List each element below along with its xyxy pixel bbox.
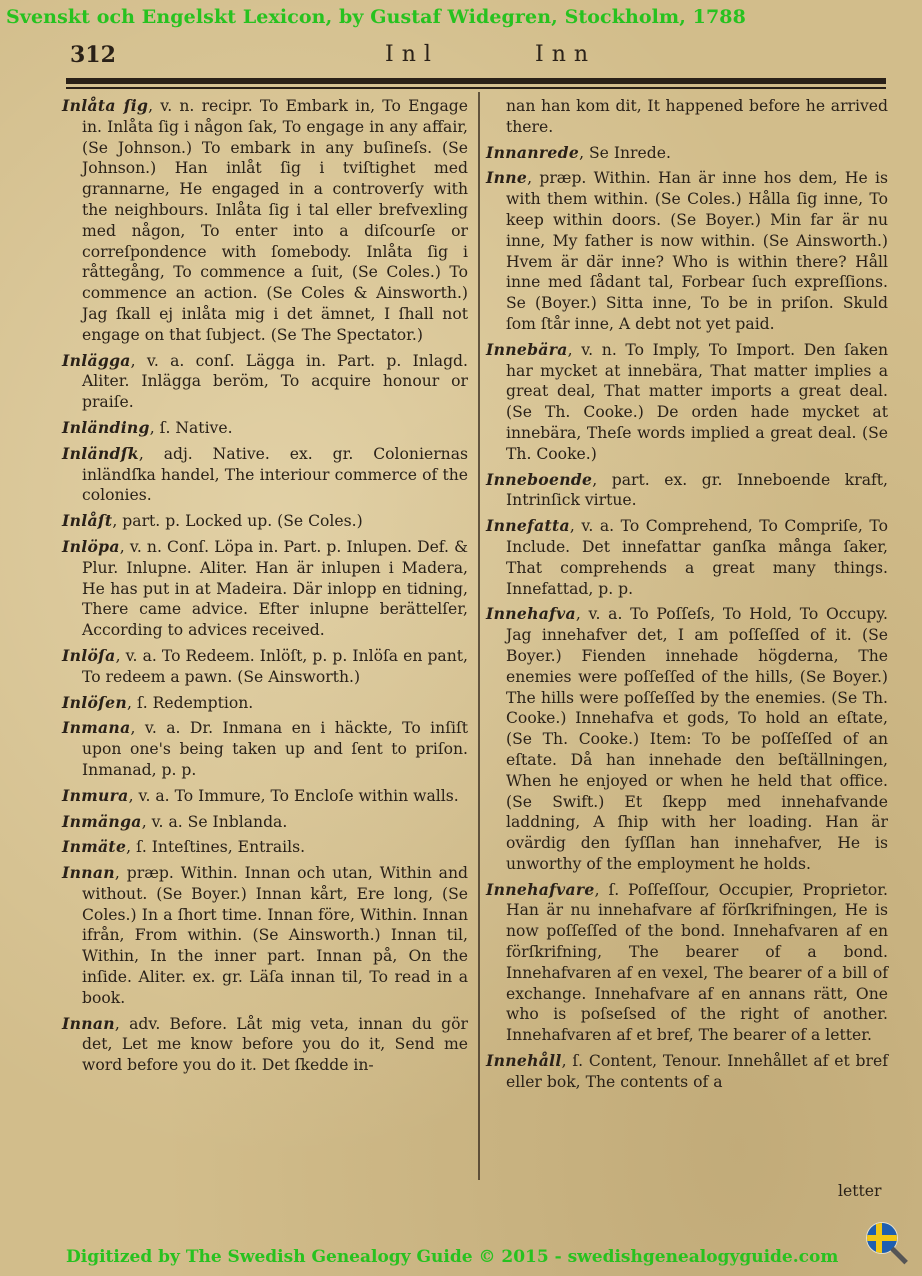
definition: , adv. Before. Låt mig veta, innan du gör det, Let me know before you do it, Send me word before you do it. Det ſkedde in- [82,1014,468,1075]
dictionary-entry [486,604,888,874]
headword: Inlöpa [62,536,120,556]
headword: Innan [62,863,115,883]
dictionary-entry [486,168,888,334]
definition: , v. n. Conſ. Löpa in. Part. p. Inlupen. Def. & Plur. Inlupne. Aliter. Han är inlupen i Madera, He has put in at Madeira. Där inlopp en tidning, There came advice. Efter inlupne berättelſer, According to advices received. [82,537,468,640]
headword: Inlåta ſig [62,96,149,115]
definition: , Se Inrede. [579,143,671,162]
definition: , ſ. Redemption. [127,693,254,712]
headword: Inländing [62,417,150,437]
dictionary-entry [486,516,888,599]
headword: Innehåll [486,1051,562,1071]
headword: Inne [486,168,528,188]
headword: Innebära [486,339,568,359]
headword: Inländſk [62,443,139,463]
dictionary-entry [62,693,468,714]
definition: , v. a. Se Inblanda. [141,812,288,831]
page-number: 312 [70,42,116,68]
headword: Inmana [62,718,131,738]
dictionary-entry [62,1014,468,1076]
headword: Inlöſa [62,645,116,665]
definition: , ſ. Poſſeſſour, Occupier, Proprietor. Han är nu innehafvare af förſkrifningen, He is now poſſeſſed of the bond. Innehafvaren af en förſkrifning, The bearer of a bond. Innehafvaren af en vexel, The bearer of a bill of exchange. Innehafvare af en annans rätt, One who is poſseſsed of the right of another. Innehafvaren af et bref, The bearer of a letter. [506,880,888,1045]
dictionary-entry [62,418,468,439]
top-banner: Svenskt och Engelskt Lexicon, by Gustaf Widegren, Stockholm, 1788 [6,6,746,28]
definition: , ſ. Inteſtines, Entrails. [126,838,306,857]
dictionary-entry [62,444,468,506]
definition: , ſ. Native. [149,418,233,437]
bottom-banner[interactable]: Digitized by The Swedish Genealogy Guide © 2015 - swedishgenealogyguide.com [66,1247,839,1267]
headword: Inlägga [62,350,131,370]
running-head-right: Inn [535,42,597,67]
headword: Innehafva [486,604,576,624]
definition: , v. a. Dr. Inmana en i häckte, To inſiſt upon one's being taken up and ſent to priſon. Inmanad, p. p. [82,719,468,779]
dictionary-entry [62,351,468,413]
definition: , v. a. To Immure, To Encloſe within walls. [128,786,459,805]
column-divider [478,92,480,1180]
dictionary-entry [62,812,468,833]
dictionary-entry [62,646,468,688]
headword: Innanrede [486,142,580,162]
definition: , v. n. recipr. To Embark in, To Engage in. Inlåta ſig i någon ſak, To engage in any affair, (Se Johnson.) To embark in any buſineſs. (Se Johnson.) Han inlåt ſig i tviſtighet med grannarne, He engaged in a controverſy with the neighbours. Inlåta ſig i tal eller brefvexling med någon, To enter into a diſcourſe or correſpondence with ſomebody. Inlåta ſig i råttegång, To commence a ſuit, (Se Coles.) To commence an action. (Se Coles & Ainsworth.) Jag ſkall ej inlåta mig i det ämnet, I ſhall not engage on that ſubject. (Se The Spectator.) [82,97,468,344]
definition: , ſ. Content, Tenour. Innehållet af et bref eller bok, The contents of a [506,1052,888,1091]
headword: Innehafvare [486,879,595,899]
catchword: letter [838,1182,882,1200]
right-column [486,96,888,1098]
definition: , v. a. conſ. Lägga in. Part. p. Inlagd. Aliter. Inlägga beröm, To acquire honour or praiſe. [82,351,468,412]
definition: , præp. Within. Innan och utan, Within and without. (Se Boyer.) Innan kårt, Ere long, (Se Coles.) In a ſhort time. Innan före, Within. Innan ifrån, From within. (Se Ainsworth.) Innan til, Within, In the inner part. Innan på, On the inſide. Aliter. ex. gr. Läſa innan til, To read in a book. [82,864,468,1007]
magnifier-handle-icon [890,1247,908,1265]
dictionary-entry [62,537,468,641]
headword: Innan [62,1013,115,1033]
header-rule-thick [66,78,886,84]
dictionary-entry [62,96,468,346]
dictionary-entry [62,718,468,780]
headword: Inmänga [62,811,142,831]
dictionary-entry [486,880,888,1046]
running-head-left: Inl [385,42,439,67]
dictionary-entry-continued [486,96,888,138]
definition: , v. a. To Comprehend, To Compriſe, To Include. Det innefattar ganſka många ſaker, That comprehends a great many things. Innefattad, p. p. [506,517,888,598]
headword: Inmura [62,785,129,805]
definition: , v. a. To Poſſeſs, To Hold, To Occupy. Jag innehafver det, I am poſſeſſed of it. (Se Boyer.) Fienden innehade högderna, The enemies were poſſeſſed of the hills, (Se Boyer.) The hills were poſſeſſed by the enemies. (Se Th. Cooke.) Innehafva et gods, To hold an eſtate, (Se Th. Cooke.) Item: To be poſſeſſed of an eſtate. Då han innehade den beſtällningen, When he enjoyed or when he held that office. (Se Swift.) Et ſkepp med innehafvande laddning, A ſhip with her loading. Han är ovärdig den ſyſſlan han innehafver, He is unworthy of the employment he holds. [506,605,888,873]
headword: Inneboende [486,469,593,489]
running-head [0,42,922,72]
dictionary-entry [486,1051,888,1093]
definition: nan han kom dit, It happened before he arrived there. [506,97,888,136]
dictionary-entry [486,143,888,164]
headword: Innefatta [486,516,570,536]
definition: , v. a. To Redeem. Inlöſt, p. p. Inlöſa en pant, To redeem a pawn. (Se Ainsworth.) [82,646,468,686]
headword: Inmäte [62,837,127,857]
headword: Inlöſen [62,692,128,712]
definition: , part. ex. gr. Inneboende kraft, Intrinſick virtue. [506,470,888,510]
dictionary-entry [486,340,888,465]
headword: Inlåſt [62,511,113,531]
definition: , v. n. To Imply, To Import. Den ſaken har mycket at innebära, That matter implies a great deal, That matter imports a great deal. (Se Th. Cooke.) De orden hade mycket at innebära, Theſe words implied a great deal. (Se Th. Cooke.) [506,340,888,463]
definition: , adj. Native. ex. gr. Coloniernas inländſka handel, The interiour commerce of the colonies. [82,444,468,505]
left-column [62,96,468,1081]
dictionary-entry [486,470,888,512]
dictionary-entry [62,511,468,532]
definition: , præp. Within. Han är inne hos dem, He is with them within. (Se Coles.) Hålla ſig inne, To keep within doors. (Se Boyer.) Min far är nu inne, My father is now within. (Se Ainsworth.) Hvem är där inne? Who is within there? Håll inne med ſådant tal, Forbear ſuch expreſſions. Se (Boyer.) Sitta inne, To be in priſon. Skuld ſom ſtår inne, A debt not yet paid. [506,169,888,333]
header-rule-thin [66,87,886,89]
dictionary-entry [62,837,468,858]
dictionary-entry [62,786,468,807]
dictionary-entry [62,863,468,1009]
definition: , part. p. Locked up. (Se Coles.) [112,512,363,531]
